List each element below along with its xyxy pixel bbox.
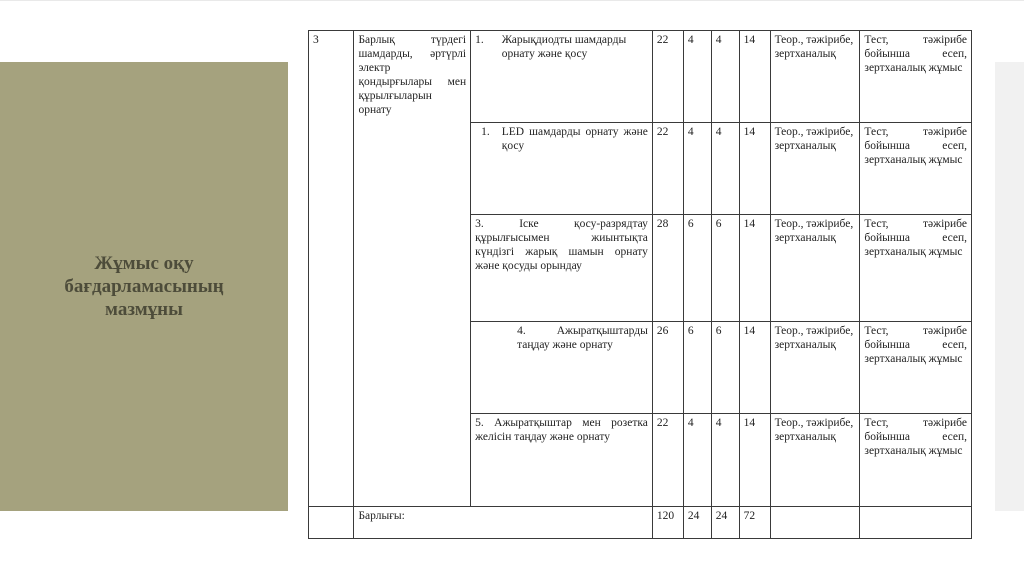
assessment-cell: Тест, тәжірибе бойынша есеп, зертханалық жұмыс <box>860 123 972 215</box>
form-cell: Теор., тәжірибе, зертханалық <box>770 123 860 215</box>
assessment-cell: Тест, тәжірибе бойынша есеп, зертханалық жұмыс <box>860 31 972 123</box>
assessment-cell: Тест, тәжірибе бойынша есеп, зертханалық жұмыс <box>860 215 972 322</box>
topic-cell <box>471 215 653 322</box>
curriculum-table <box>308 30 972 539</box>
theory-cell: 4 <box>683 31 711 123</box>
section-number-cell: 3 <box>309 31 354 507</box>
topic-cell <box>471 123 653 215</box>
section-title-cell: Барлық түрдегі шамдарды, әртүрлі электр қондырғылары мен құрылғыларын орнату <box>354 31 471 507</box>
total-label: Барлығы: <box>354 507 652 539</box>
topic-number: 5. <box>475 417 484 429</box>
form-cell: Теор., тәжірибе, зертханалық <box>770 322 860 414</box>
practice-cell: 4 <box>711 123 739 215</box>
top-divider <box>0 0 1024 1</box>
slide-title: Жұмыс оқу бағдарламасының мазмұны <box>64 252 224 320</box>
topic-text: Ажыратқыштарды таңдау және орнату <box>517 325 648 351</box>
practice-cell: 4 <box>711 414 739 507</box>
total-lab: 72 <box>739 507 770 539</box>
topic-cell <box>471 322 653 414</box>
table-row <box>309 31 972 123</box>
lab-cell: 14 <box>739 31 770 123</box>
topic-number: 4. <box>517 325 526 337</box>
form-cell: Теор., тәжірибе, зертханалық <box>770 414 860 507</box>
topic-number: 3. <box>475 218 484 230</box>
practice-cell: 6 <box>711 215 739 322</box>
empty-cell <box>309 507 354 539</box>
hours-cell: 22 <box>652 31 683 123</box>
total-hours: 120 <box>652 507 683 539</box>
hours-cell: 22 <box>652 123 683 215</box>
lab-cell: 14 <box>739 322 770 414</box>
empty-cell <box>860 507 972 539</box>
total-practice: 24 <box>711 507 739 539</box>
topic-cell <box>471 414 653 507</box>
hours-cell: 22 <box>652 414 683 507</box>
theory-cell: 4 <box>683 123 711 215</box>
topic-number: 1. <box>481 126 490 138</box>
lab-cell: 14 <box>739 215 770 322</box>
lab-cell: 14 <box>739 414 770 507</box>
assessment-cell: Тест, тәжірибе бойынша есеп, зертханалық жұмыс <box>860 414 972 507</box>
hours-cell: 26 <box>652 322 683 414</box>
hours-cell: 28 <box>652 215 683 322</box>
topic-text: LED шамдарды орнату және қосу <box>501 126 648 152</box>
topic-cell <box>471 31 653 123</box>
topic-text: Жарықдиодты шамдарды орнату және қосу <box>501 34 627 60</box>
topic-text: Іске қосу-разрядтау құрылғысымен жиынтықта күндізгі жарық шамын орнату және қосуды орындау <box>475 218 648 272</box>
topic-text: Ажыратқыштар мен розетка желісін таңдау және орнату <box>475 417 648 443</box>
title-panel <box>0 62 288 511</box>
form-cell: Теор., тәжірибе, зертханалық <box>770 31 860 123</box>
theory-cell: 6 <box>683 215 711 322</box>
practice-cell: 4 <box>711 31 739 123</box>
assessment-cell: Тест, тәжірибе бойынша есеп, зертханалық жұмыс <box>860 322 972 414</box>
total-theory: 24 <box>683 507 711 539</box>
theory-cell: 4 <box>683 414 711 507</box>
form-cell: Теор., тәжірибе, зертханалық <box>770 215 860 322</box>
theory-cell: 6 <box>683 322 711 414</box>
lab-cell: 14 <box>739 123 770 215</box>
right-decor-strip <box>995 62 1024 511</box>
topic-number: 1. <box>475 34 484 46</box>
empty-cell <box>770 507 860 539</box>
practice-cell: 6 <box>711 322 739 414</box>
total-row <box>309 507 972 539</box>
